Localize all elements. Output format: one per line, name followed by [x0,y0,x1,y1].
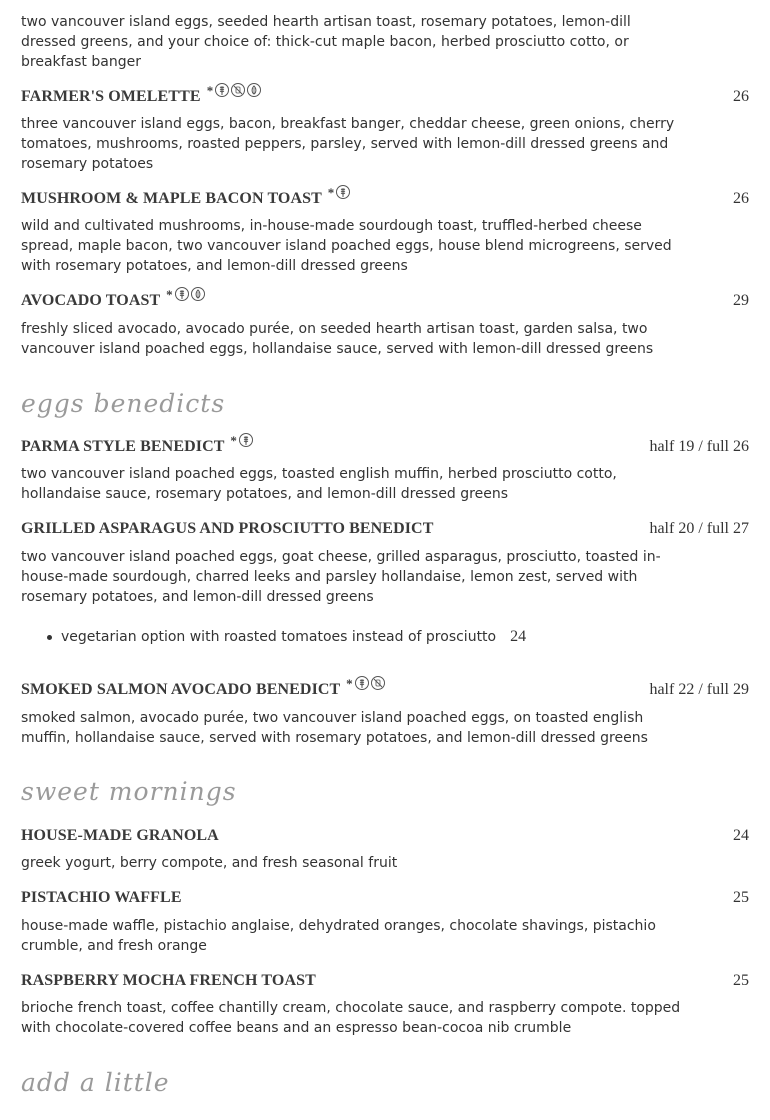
item-description: smoked salmon, avocado purée, two vancouver island poached eggs, on toasted english muffin, hollandaise sauce, served with rosemary potatoes, and lemon-dill dressed greens [21,710,648,746]
vegetarian-icon [191,287,205,301]
item-title [21,185,350,208]
asterisk-mark: * [327,185,335,200]
item-description: greek yogurt, berry compote, and fresh seasonal fruit [21,855,398,871]
asterisk-mark: * [166,287,173,302]
option-text: vegetarian option with roasted tomatoes instead of prosciutto [61,629,497,645]
asterisk-mark: * [230,433,237,448]
section-heading-add-a-little: add a little [21,1068,170,1097]
item-title [21,287,205,310]
item-price: half 19 / full 26 [649,438,749,455]
gluten-free-icon [215,83,229,97]
item-description: three vancouver island eggs, bacon, breakfast banger, cheddar cheese, green onions, cherry tomatoes, mushrooms, roasted peppers, parsley, served with lemon-dill dressed greens and rosemary potatoes [21,116,675,172]
item-price: half 22 / full 29 [649,681,749,698]
item-name: FARMER'S OMELETTE [21,88,201,105]
item-name: PARMA STYLE BENEDICT [21,438,225,455]
item-price: half 20 / full 27 [649,520,749,537]
item-title [21,889,182,907]
dairy-free-icon [371,676,385,690]
item-name: AVOCADO TOAST [21,292,160,309]
section-heading-sweet-mornings: sweet mornings [21,777,237,806]
item-price: 25 [733,972,749,989]
item-description: two vancouver island eggs, seeded hearth artisan toast, rosemary potatoes, lemon-dill dressed greens, and your choice of: thick-cut maple bacon, herbed prosciutto cotto, or breakfast banger [21,14,631,70]
item-title [21,433,253,456]
vegetarian-icon [247,83,261,97]
item-price: 26 [733,190,749,207]
item-description: wild and cultivated mushrooms, in-house-made sourdough toast, truffled-herbed cheese spread, maple bacon, two vancouver island poached eggs, house blend microgreens, served with rosemary potatoes, and lemon-dill dressed greens [21,218,672,274]
item-description: freshly sliced avocado, avocado purée, on seeded hearth artisan toast, garden salsa, two vancouver island poached eggs, hollandaise sauce, served with lemon-dill dressed greens [21,321,654,357]
asterisk-mark: * [346,676,353,691]
item-title [21,520,433,538]
item-name: SMOKED SALMON AVOCADO BENEDICT [21,681,341,698]
item-price: 25 [733,889,749,906]
item-title [21,827,219,845]
item-title [21,83,261,106]
asterisk-mark: * [206,83,214,98]
item-name: RASPBERRY MOCHA FRENCH TOAST [21,972,316,989]
bullet-dot [47,635,52,640]
item-title [21,972,316,990]
item-price: 24 [733,827,749,844]
gluten-free-icon [336,185,350,199]
item-description: two vancouver island poached eggs, goat cheese, grilled asparagus, prosciutto, toasted in-house-made sourdough, charred leeks and parsley hollandaise, lemon zest, served with rosemary potatoes, and lemon-dill dressed greens [21,549,661,605]
gluten-free-icon [355,676,369,690]
option-price: 24 [510,628,527,645]
dairy-free-icon [231,83,245,97]
section-heading-eggs-benedicts: eggs benedicts [21,389,226,418]
item-name: HOUSE-MADE GRANOLA [21,827,219,844]
gluten-free-icon [239,433,253,447]
item-description: two vancouver island poached eggs, toasted english muffin, herbed prosciutto cotto, hollandaise sauce, rosemary potatoes, and lemon-dill dressed greens [21,466,617,502]
item-description: house-made waffle, pistachio anglaise, dehydrated oranges, chocolate shavings, pistachio crumble, and fresh orange [21,918,656,954]
item-price: 29 [733,292,749,309]
item-price: 26 [733,88,749,105]
gluten-free-icon [175,287,189,301]
item-name: PISTACHIO WAFFLE [21,889,182,906]
item-name: MUSHROOM & MAPLE BACON TOAST [21,190,322,207]
item-description: brioche french toast, coffee chantilly cream, chocolate sauce, and raspberry compote. topped with chocolate-covered coffee beans and an espresso bean-cocoa nib crumble [21,1000,681,1036]
vegetarian-option [61,628,526,646]
item-name: GRILLED ASPARAGUS AND PROSCIUTTO BENEDICT [21,520,434,537]
item-title [21,676,385,699]
